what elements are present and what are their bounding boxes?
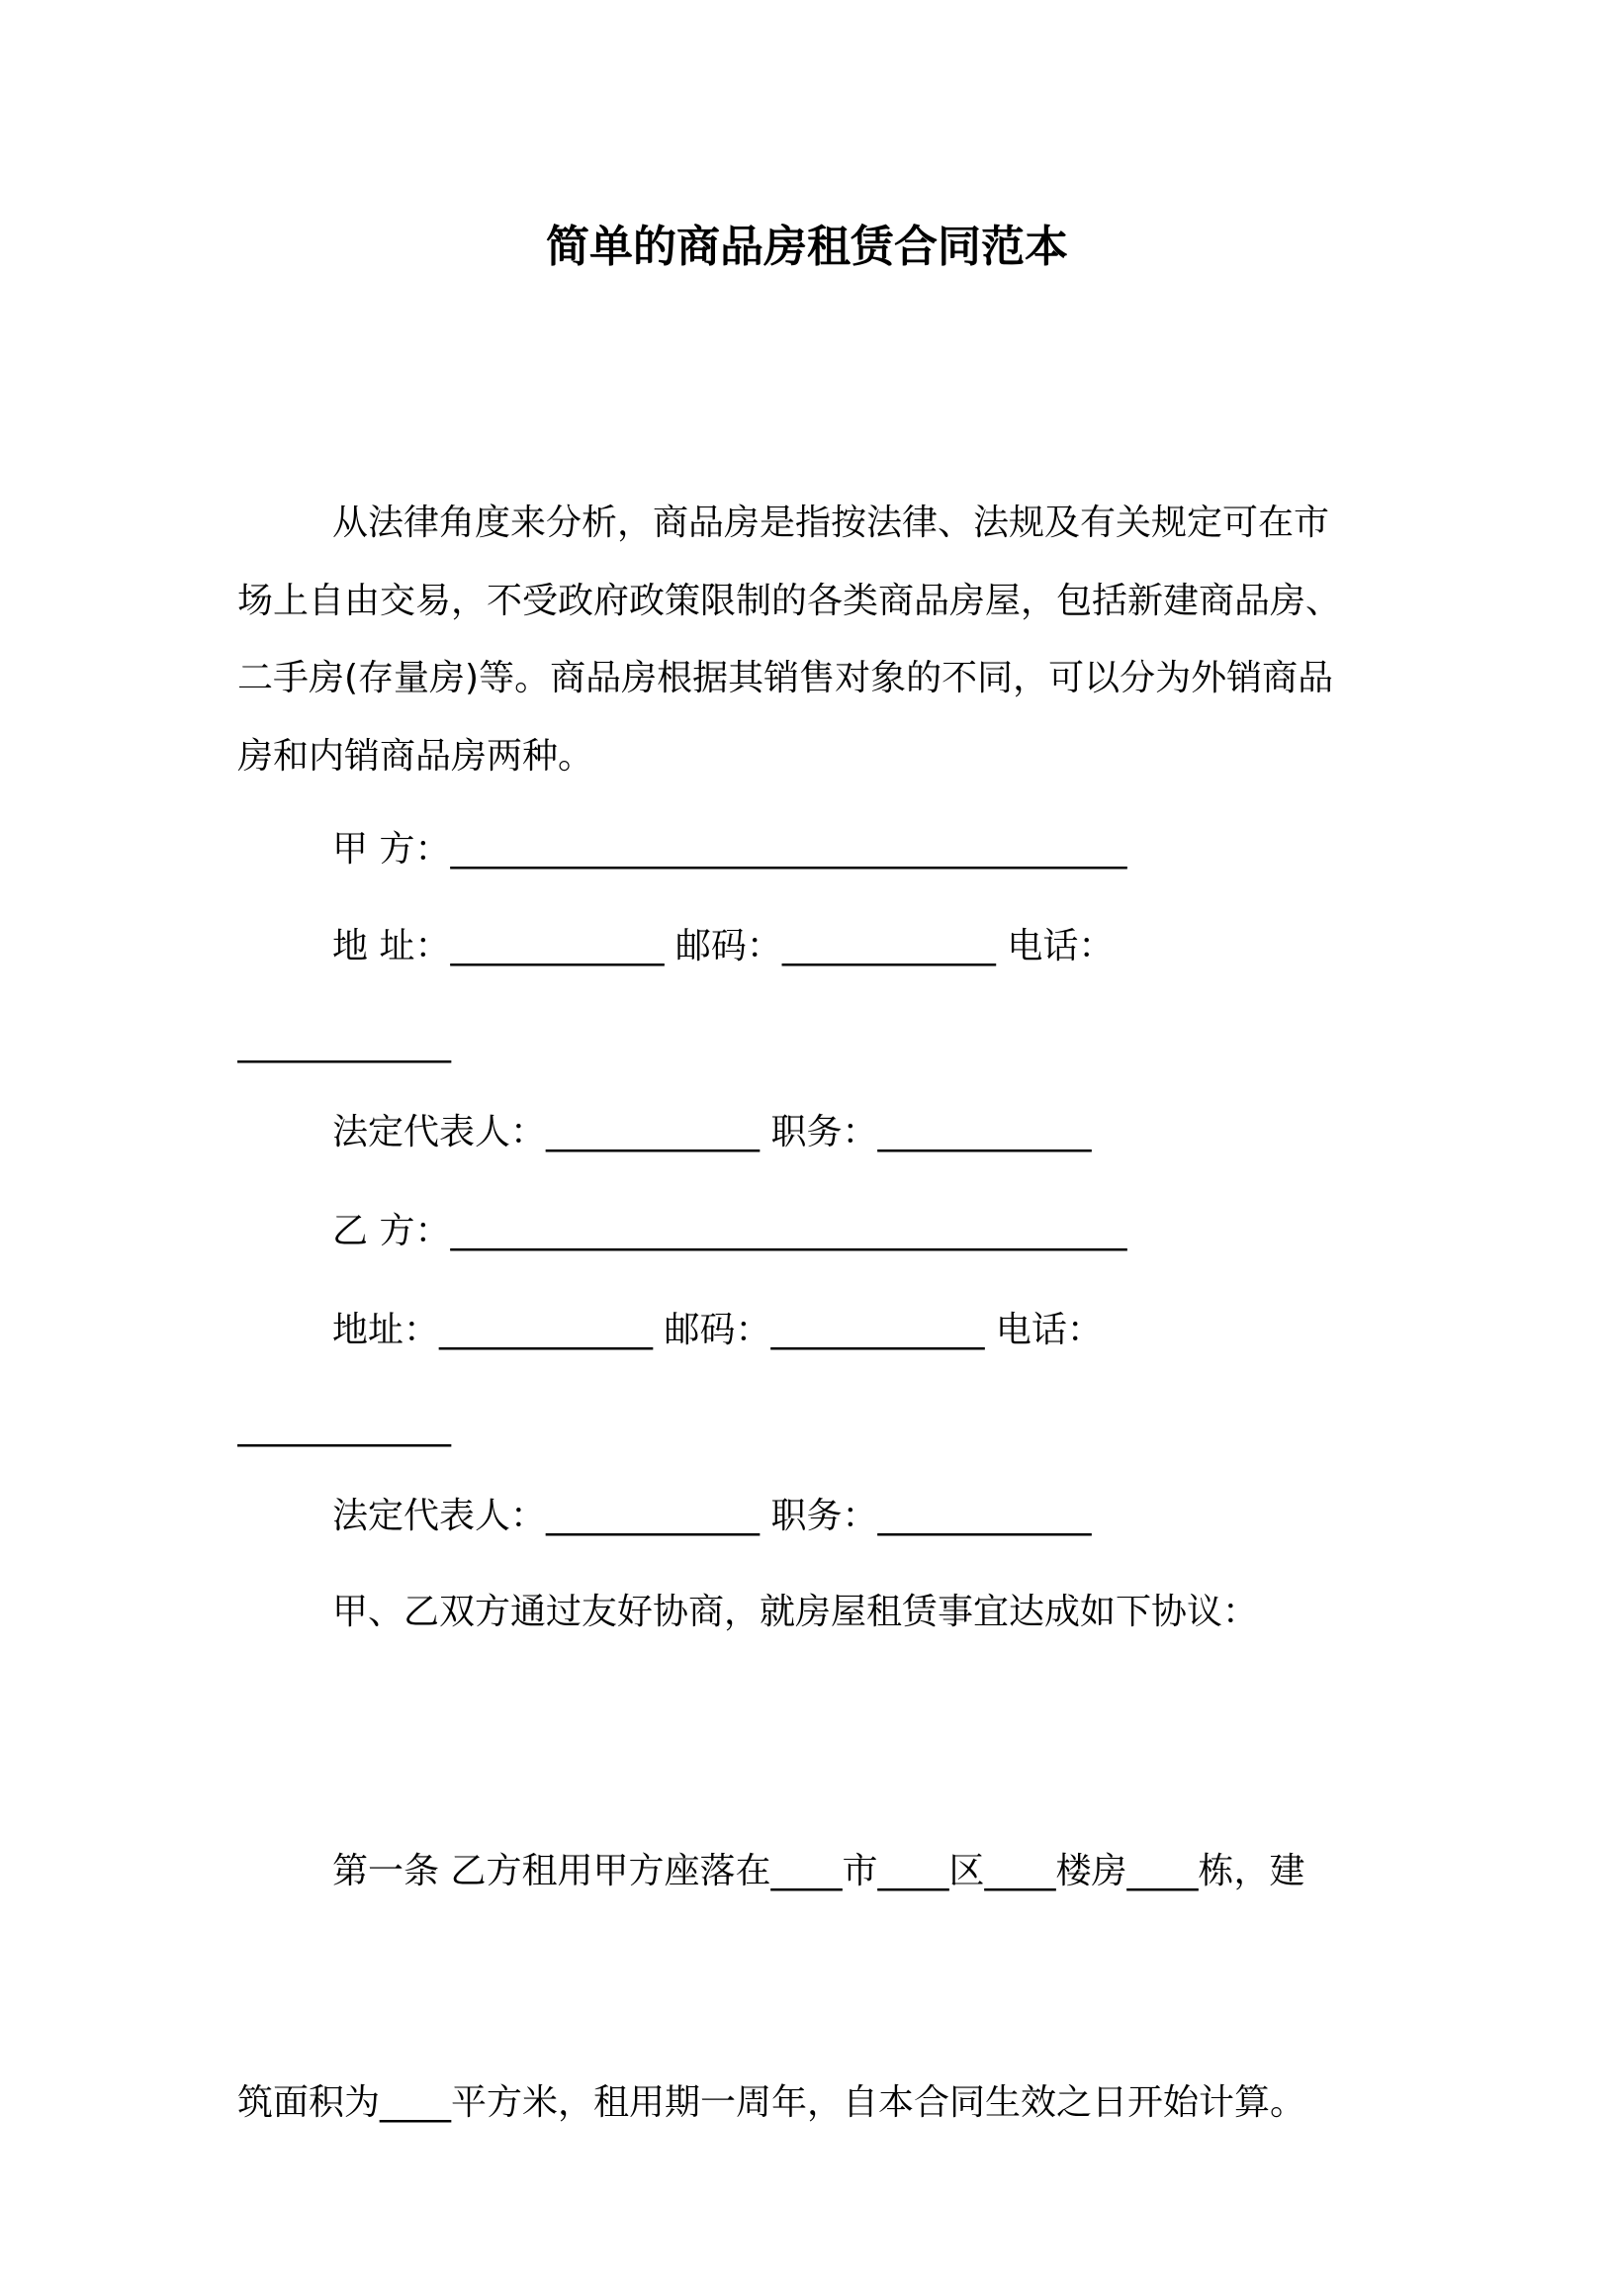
article-one bbox=[237, 1679, 1375, 2296]
intro-line: 房和内销商品房两种。 bbox=[237, 735, 594, 777]
party-b-address-field: 地址：____________ 邮码：____________ 电话： bbox=[332, 1310, 1103, 1350]
party-a-phone-blank: ____________ bbox=[237, 1023, 451, 1063]
party-a-address-field: 地 址：____________ 邮码：____________ 电话： bbox=[332, 926, 1115, 966]
intro-line: 从法律角度来分析，商品房是指按法律、法规及有关规定可在市 bbox=[332, 503, 1330, 543]
intro-line: 二手房(存量房)等。商品房根据其销售对象的不同，可以分为外销商品 bbox=[237, 658, 1334, 699]
article-one-line: 第一条 乙方租用甲方座落在____市____区____楼房____栋，建 bbox=[332, 1851, 1305, 1891]
document-title: 简单的商品房租赁合同范本 bbox=[546, 222, 1068, 272]
party-b-phone-blank: ____________ bbox=[237, 1407, 451, 1447]
party-b-field: 乙 方：______________________________________ bbox=[332, 1211, 1127, 1251]
party-a-field: 甲 方：______________________________________ bbox=[332, 829, 1127, 870]
article-one-line: 筑面积为____平方米，租用期一周年，自本合同生效之日开始计算。 bbox=[237, 2082, 1306, 2123]
party-b-representative-field: 法定代表人：____________ 职务：____________ bbox=[332, 1496, 1092, 1536]
intro-paragraph bbox=[237, 485, 1375, 795]
agreement-statement: 甲、乙双方通过友好协商，就房屋租赁事宜达成如下协议： bbox=[332, 1592, 1259, 1632]
party-a-representative-field: 法定代表人：____________ 职务：____________ bbox=[332, 1112, 1092, 1152]
intro-line: 场上自由交易，不受政府政策限制的各类商品房屋，包括新建商品房、 bbox=[237, 580, 1342, 621]
